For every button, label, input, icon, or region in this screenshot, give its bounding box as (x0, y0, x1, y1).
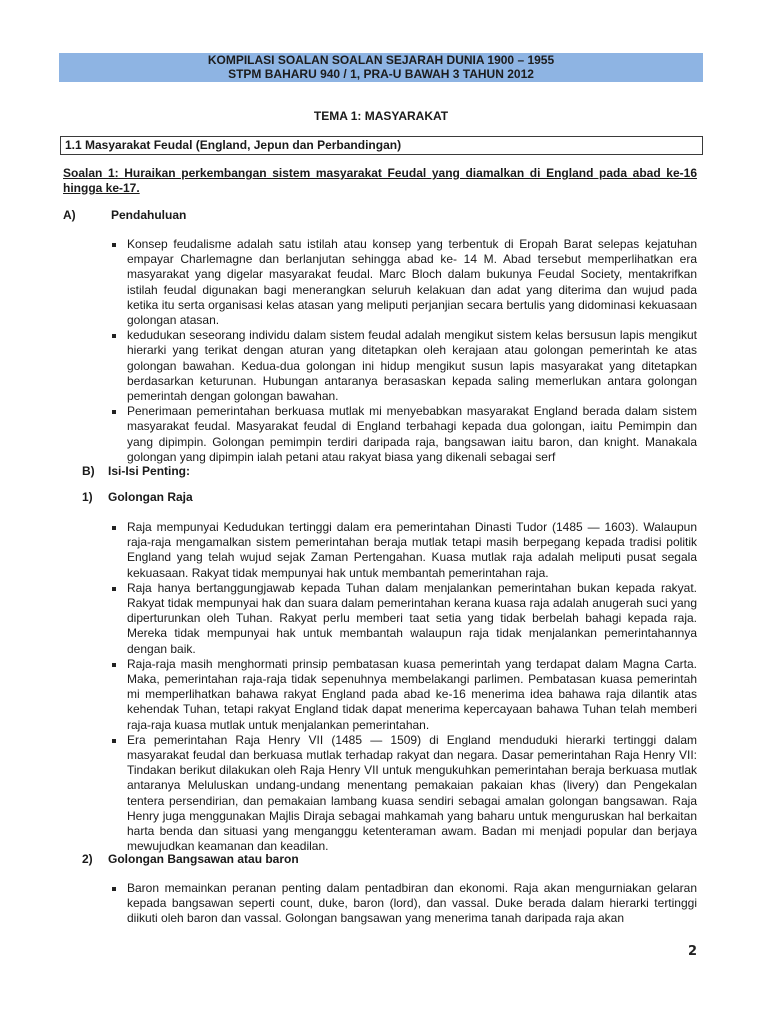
subsection-2-marker: 2) (82, 852, 93, 866)
header-line-2: STPM BAHARU 940 / 1, PRA-U BAWAH 3 TAHUN 2012 (228, 66, 534, 81)
list-item: Era pemerintahan Raja Henry VII (1485 — 1509) di England menduduki hierarki tertinggi dalam masyarakat feudal dan berkuasa mutlak terhadap rakyat dan negara. Dasar pemerintahan Raja Henry VII: Tindakan berikut dilakukan oleh Raja Henry VII untuk mengukuhkan pemerintahan beraja berkuasa mutlak antaranya Meluluskan undang-undang menentang pemakaian pakaian khas (livery) dan Pengekalan tentera persendirian, dan pemakaian lambang kuasa sendiri sebagai amalan golongan bangsawan. Raja Henry juga menggunakan Majlis Diraja sebagai mahkamah yang baharu untuk menguruskan hal berkaitan harta benda dan situasi yang menganggu ketenteraman awam. Badan mi menjadi popular dan berjaya mewujudkan keamanan dan keadilan. (110, 733, 697, 855)
subsection-2-heading (82, 852, 299, 866)
list-item: kedudukan seseorang individu dalam sistem feudal adalah mengikut sistem kelas bersusun lapis mengikut hierarki yang terikat dengan aturan yang ditetapkan oleh kerajaan atau golongan pemerintah ke atas golongan bawahan. Kedua-dua golongan ini hidup mengikut susun lapis masyarakat yang ditetapkan berdasarkan keturunan. Hubungan antaranya berasaskan kepada saling memerlukan antara golongan pemerintah dengan golongan bawahan. (110, 328, 697, 404)
subsection-2-title: Golongan Bangsawan atau baron (108, 852, 299, 866)
list-item: Baron memainkan peranan penting dalam pentadbiran dan ekonomi. Raja akan mengurniakan gelaran kepada bangsawan seperti count, duke, baron (lord), dan vassal. Duke berada dalam hierarki tertinggi diikuti oleh baron dan vassal. Golongan bangsawan yang menerima tanah daripada raja akan (110, 881, 697, 927)
section-a-heading (63, 208, 186, 222)
question-text: Soalan 1: Huraikan perkembangan sistem masyarakat Feudal yang diamalkan di England pada abad ke-16 hingga ke-17. (63, 166, 697, 195)
subsection-1-title: Golongan Raja (108, 490, 193, 504)
document-header-band (59, 53, 703, 82)
list-item: Raja-raja masih menghormati prinsip pembatasan kuasa pemerintah yang terdapat dalam Magna Carta. Maka, pemerintahan raja-raja tidak sepenuhnya membelakangi parlimen. Pembatasan kuasa pemerintah mi memperlihatkan bahawa rakyat England pada abad ke-16 menerima idea bahawa raja dilantik atas kehendak Tuhan, tetapi rakyat England tidak dapat menerima kepercayaan bahawa Tuhan telah memberi raja-raja kuasa mutlak untuk menjalankan pemerintahan. (110, 657, 697, 733)
list-item: Raja hanya bertanggungjawab kepada Tuhan dalam menjalankan pemerintahan bukan kepada rakyat. Rakyat tidak mempunyai hak dan suara dalam pemerintahan kerana kuasa raja adalah anugerah suci yang diperturunkan oleh Tuhan. Rakyat perlu memberi taat setia yang tidak berbelah bahagi kepada raja. Mereka tidak mempunyai hak untuk membantah walaupun raja tidak menjalankan pemerintahannya dengan baik. (110, 581, 697, 657)
subsection-1-marker: 1) (82, 490, 93, 504)
subtopic-box: 1.1 Masyarakat Feudal (England, Jepun dan Perbandingan) (60, 136, 703, 155)
section-b-heading (82, 464, 190, 478)
section-a-marker: A) (63, 208, 76, 222)
page-number: 2 (688, 944, 698, 959)
subsection-1-bullets (110, 520, 697, 854)
list-item: Penerimaan pemerintahan berkuasa mutlak mi menyebabkan masyarakat England berada dalam sistem masyarakat feudal. Masyarakat feudal di England terbahagi kepada dua golongan, iaitu Pemimpin dan yang dipimpin. Golongan pemimpin terdiri daripada raja, bangsawan iaitu baron, dan knight. Manakala golongan yang dipimpin ialah petani atau rakyat biasa yang dikenali sebagai serf (110, 404, 697, 465)
subsection-1-heading (82, 490, 193, 504)
section-a-bullets (110, 237, 697, 465)
list-item: Raja mempunyai Kedudukan tertinggi dalam era pemerintahan Dinasti Tudor (1485 — 1603). Walaupun raja-raja mengamalkan sistem pemerintahan beraja mutlak tetapi masih berpegang kepada tradisi politik England yang telah wujud sejak Zaman Pertengahan. Kuasa mutlak raja adalah meliputi pusat segala kekuasaan. Rakyat tidak mempunyai hak untuk membantah pemerintahan raja. (110, 520, 697, 581)
section-b-marker: B) (82, 464, 95, 478)
list-item: Konsep feudalisme adalah satu istilah atau konsep yang terbentuk di Eropah Barat selepas kejatuhan empayar Charlemagne dan berlanjutan sehingga abad ke- 14 M. Abad tersebut memperlihatkan era masyarakat yang digelar masyarakat feudal. Marc Bloch dalam bukunya Feudal Society, mentakrifkan istilah feudal digunakan bagi menerangkan seluruh kelakuan dan adat yang diterima dan wujud pada ketika itu serta organisasi kelas atasan yang meliputi perjanjian secara bertulis yang didominasi kekuasaan golongan atasan. (110, 237, 697, 328)
section-b-title: Isi-Isi Penting: (108, 464, 191, 478)
section-a-title: Pendahuluan (111, 208, 187, 222)
theme-title: TEMA 1: MASYARAKAT (313, 109, 449, 123)
header-line-1: KOMPILASI SOALAN SOALAN SEJARAH DUNIA 1900 – 1955 (207, 53, 555, 67)
subsection-2-bullets (110, 881, 697, 927)
